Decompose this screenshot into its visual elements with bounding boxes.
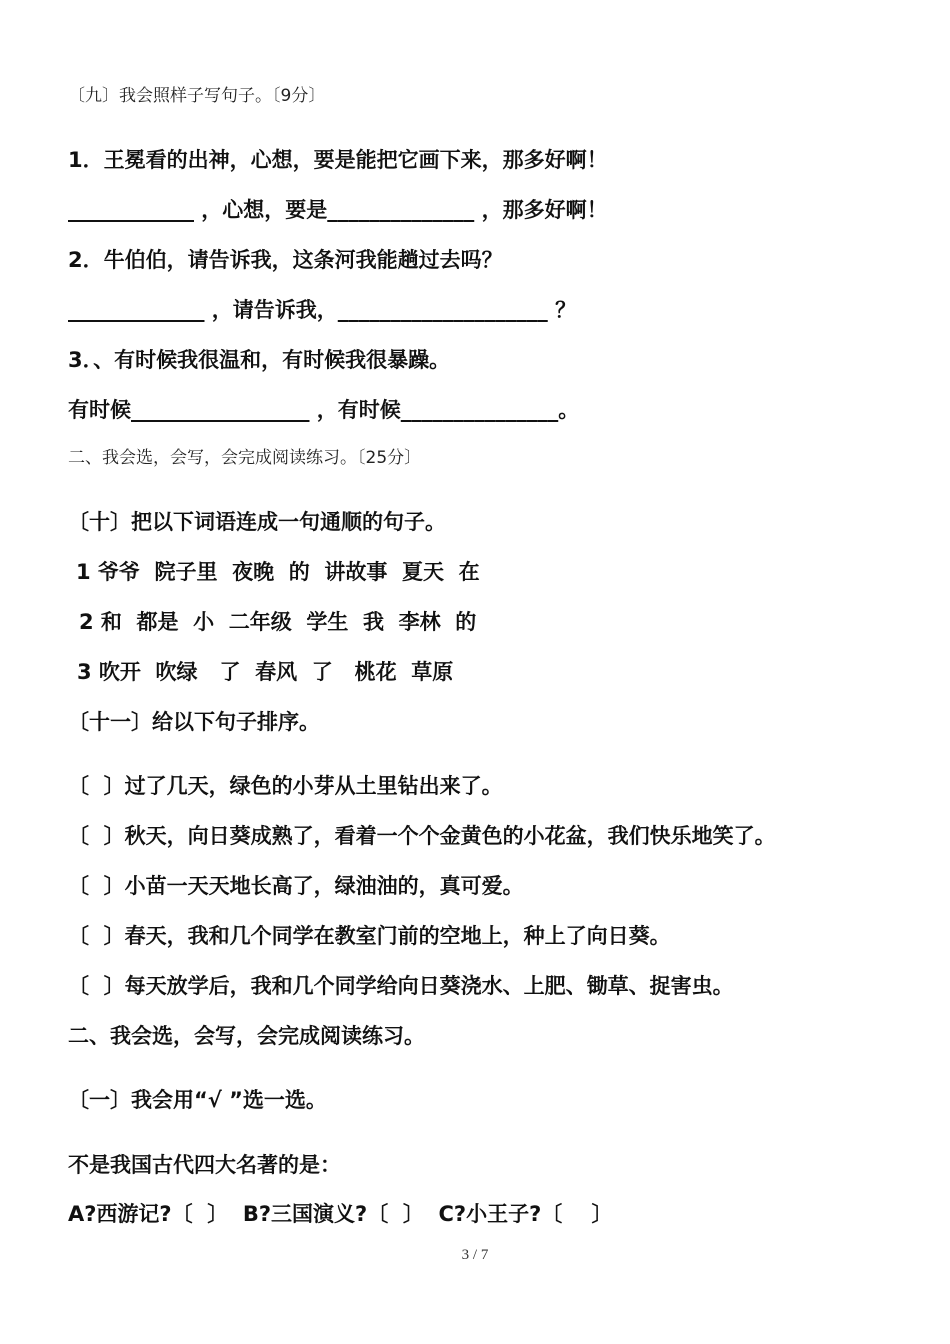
section9-heading: 〔九〕我会照样子写句子。〔9分〕 [68, 86, 326, 106]
section9-q3: 3．、有时候我很温和，有时候我很暴躁。 [68, 348, 451, 372]
section11-item-5: 〔 〕每天放学后，我和几个同学给向日葵浇水、上肥、锄草、捉害虫。 [68, 974, 734, 998]
section11-item-3: 〔 〕小苗一天天地长高了，绿油油的，真可爱。 [68, 874, 524, 898]
section1-options: A?西游记?〔 〕 B?三国演义?〔 〕 C?小王子?〔 〕 [68, 1202, 613, 1226]
section11-heading: 〔十一〕给以下句子排序。 [68, 710, 320, 734]
section9-q3-blank: 有时候_________________ ，有时候_______________。 [68, 398, 580, 422]
section9-q1-blank: ____________ ，心想，要是______________ ，那多好啊！ [68, 198, 608, 222]
section10-item-2: 2 和 都是 小 二年级 学生 我 李林 的 [79, 610, 477, 634]
part2b-title: 二、我会选，会写，会完成阅读练习。 [68, 1024, 425, 1048]
section9-q2-blank: _____________ ，请告诉我，____________________ ？ [68, 298, 577, 322]
section9-q1: 1．王冕看的出神，心想，要是能把它画下来，那多好啊！ [68, 148, 608, 172]
section9-q2: 2．牛伯伯，请告诉我，这条河我能趟过去吗？ [68, 248, 503, 272]
section10-item-1: 1 爷爷 院子里 夜晚 的 讲故事 夏天 在 [76, 560, 480, 584]
page-number: 3 / 7 [461, 1247, 489, 1263]
section10-item-3: 3 吹开 吹绿 了 春风 了 桃花 草原 [77, 660, 454, 684]
section11-item-1: 〔 〕过了几天，绿色的小芽从土里钻出来了。 [68, 774, 503, 798]
section11-item-2: 〔 〕秋天，向日葵成熟了，看着一个个金黄色的小花盆，我们快乐地笑了。 [68, 824, 776, 848]
section1-question: 不是我国古代四大名著的是： [68, 1153, 341, 1177]
section11-item-4: 〔 〕春天，我和几个同学在教室门前的空地上，种上了向日葵。 [68, 924, 671, 948]
section10-heading: 〔十〕把以下词语连成一句通顺的句子。 [68, 510, 446, 534]
part2-title: 二、我会选，会写，会完成阅读练习。〔25分〕 [68, 448, 422, 468]
section1-heading: 〔一〕我会用“√ ”选一选。 [68, 1088, 327, 1112]
